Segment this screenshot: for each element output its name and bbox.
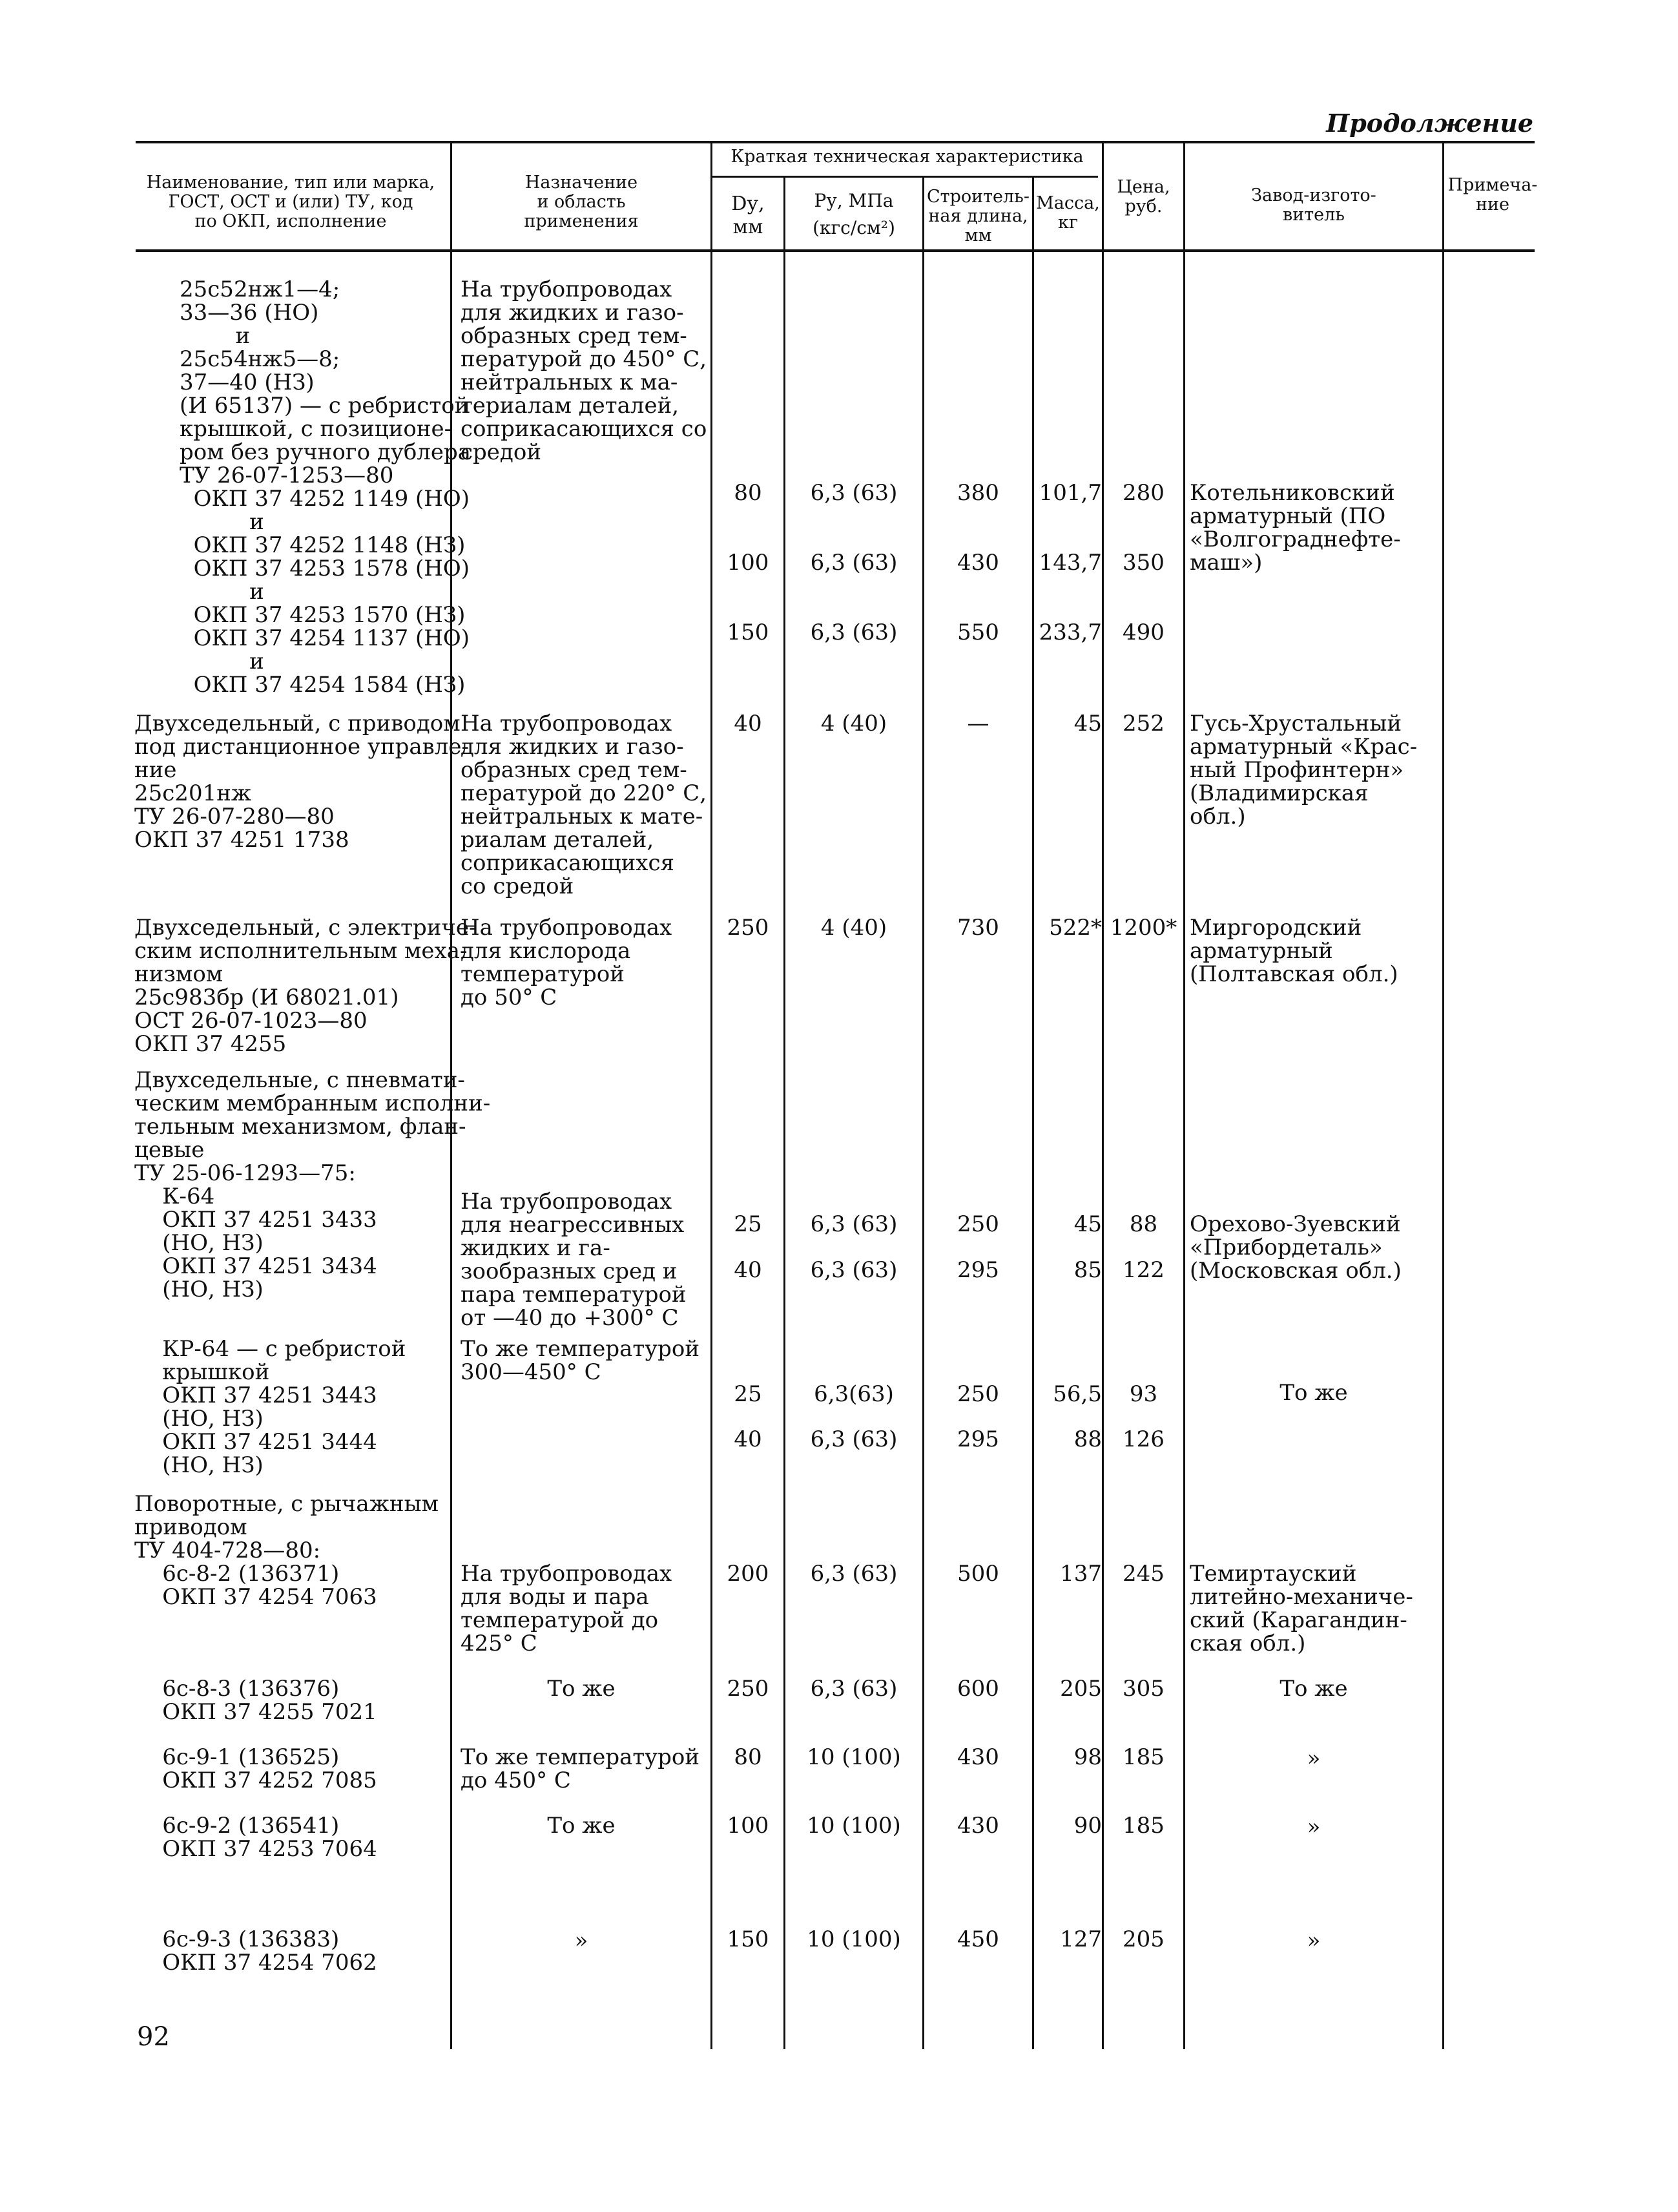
cell-price: 205 bbox=[1123, 1926, 1165, 1952]
cell-dy: 25 bbox=[734, 1211, 762, 1237]
cell-py: 10 (100) bbox=[807, 1744, 901, 1770]
cell-length: 295 bbox=[957, 1257, 999, 1283]
item-purpose: На трубопроводах для неагрессивных жидких и га- зообразных сред и пара температурой от —40 до +300° С bbox=[461, 1189, 687, 1331]
item-name: 6с-8-3 (136376) ОКП 37 4255 7021 bbox=[162, 1676, 377, 1725]
cell-price: 1200* bbox=[1110, 915, 1177, 941]
cell-mass: 522* bbox=[1049, 915, 1102, 941]
header-length: Строитель- ная длина, мм bbox=[926, 187, 1030, 245]
header-name: Наименование, тип или марка, ГОСТ, ОСТ и (или) ТУ, код по ОКП, исполнение bbox=[146, 172, 435, 231]
cell-py: 6,3(63) bbox=[814, 1381, 894, 1407]
cell-length: 430 bbox=[957, 550, 999, 576]
cell-mass: 45 bbox=[1073, 1211, 1102, 1237]
cell-dy: 150 bbox=[727, 620, 769, 645]
cell-price: 305 bbox=[1123, 1676, 1165, 1702]
cell-price: 122 bbox=[1123, 1257, 1165, 1283]
cell-py: 4 (40) bbox=[820, 711, 887, 736]
item-name: Двухседельный, с приводом под дистанционное управле- ние 25с201нж ТУ 26-07-280—80 ОКП 37 4251 1738 bbox=[134, 711, 470, 853]
cell-mass: 45 bbox=[1073, 711, 1102, 736]
header-py: Pу, МПа (кгс/см²) bbox=[813, 190, 895, 238]
item-maker: То же bbox=[1279, 1380, 1348, 1406]
continuation-label: Продолжение bbox=[1326, 109, 1533, 138]
cell-dy: 100 bbox=[727, 1813, 769, 1839]
item-maker: Котельниковский арматурный (ПО «Волгограднефте- маш») bbox=[1190, 480, 1401, 576]
item-name: КР-64 — с ребристой крышкой ОКП 37 4251 3443 (НО, НЗ) ОКП 37 4251 3444 (НО, НЗ) bbox=[162, 1336, 406, 1478]
header-mass: Масса, кг bbox=[1036, 193, 1100, 233]
cell-dy: 80 bbox=[734, 1744, 762, 1770]
cell-mass: 137 bbox=[1060, 1561, 1102, 1587]
cell-length: 730 bbox=[957, 915, 999, 941]
cell-mass: 88 bbox=[1073, 1426, 1102, 1452]
cell-price: 280 bbox=[1123, 480, 1165, 506]
cell-length: 450 bbox=[957, 1926, 999, 1952]
page-number: 92 bbox=[137, 2022, 170, 2052]
item-maker: » bbox=[1307, 1814, 1321, 1840]
cell-length: — bbox=[967, 711, 989, 736]
item-maker: » bbox=[1307, 1928, 1321, 1954]
cell-price: 490 bbox=[1123, 620, 1165, 645]
col-divider-maker bbox=[1442, 143, 1444, 2049]
cell-py: 6,3 (63) bbox=[810, 1561, 898, 1587]
cell-dy: 40 bbox=[734, 711, 762, 736]
cell-dy: 25 bbox=[734, 1381, 762, 1407]
item-maker: Темиртауский литейно-механиче- ский (Карагандин- ская обл.) bbox=[1190, 1561, 1413, 1656]
cell-price: 185 bbox=[1123, 1813, 1165, 1839]
cell-dy: 80 bbox=[734, 480, 762, 506]
item-maker: Гусь-Хрустальный арматурный «Крас- ный Профинтерн» (Владимирская обл.) bbox=[1190, 711, 1418, 830]
header-dy: Dу, мм bbox=[731, 193, 765, 238]
cell-price: 252 bbox=[1123, 711, 1165, 736]
header-price: Цена, руб. bbox=[1117, 177, 1170, 216]
cell-dy: 100 bbox=[727, 550, 769, 576]
cell-py: 6,3 (63) bbox=[810, 1426, 898, 1452]
cell-mass: 143,7 bbox=[1039, 550, 1102, 576]
item-purpose: То же температурой 300—450° С bbox=[461, 1336, 700, 1385]
item-name: 6с-9-3 (136383) ОКП 37 4254 7062 bbox=[162, 1926, 377, 1976]
cell-py: 10 (100) bbox=[807, 1926, 901, 1952]
cell-price: 93 bbox=[1129, 1381, 1158, 1407]
cell-length: 250 bbox=[957, 1381, 999, 1407]
cell-price: 350 bbox=[1123, 550, 1165, 576]
cell-length: 600 bbox=[957, 1676, 999, 1702]
cell-dy: 40 bbox=[734, 1426, 762, 1452]
item-purpose: То же bbox=[547, 1676, 616, 1702]
cell-length: 295 bbox=[957, 1426, 999, 1452]
item-name: 6с-9-2 (136541) ОКП 37 4253 7064 bbox=[162, 1813, 377, 1862]
cell-price: 185 bbox=[1123, 1744, 1165, 1770]
cell-mass: 233,7 bbox=[1039, 620, 1102, 645]
header-purpose: Назначение и область применения bbox=[524, 172, 639, 231]
item-purpose: То же температурой до 450° С bbox=[461, 1744, 700, 1793]
cell-py: 6,3 (63) bbox=[810, 1211, 898, 1237]
header-tech: Краткая техническая характеристика bbox=[730, 147, 1084, 167]
cell-py: 6,3 (63) bbox=[810, 480, 898, 506]
item-purpose: То же bbox=[547, 1813, 616, 1839]
item-name: Поворотные, с рычажным приводом ТУ 404-728—80: 6с-8-2 (136371) ОКП 37 4254 7063 bbox=[134, 1491, 439, 1610]
cell-py: 6,3 (63) bbox=[810, 620, 898, 645]
cell-price: 126 bbox=[1123, 1426, 1165, 1452]
item-purpose: На трубопроводах для жидких и газо- образных сред тем- пературой до 220° С, нейтральных к мате- риалам деталей, соприкасающихся со средой bbox=[461, 711, 707, 899]
cell-dy: 150 bbox=[727, 1926, 769, 1952]
cell-length: 250 bbox=[957, 1211, 999, 1237]
item-maker: То же bbox=[1279, 1676, 1348, 1702]
cell-length: 550 bbox=[957, 620, 999, 645]
cell-py: 6,3 (63) bbox=[810, 550, 898, 576]
item-name: Двухседельный, с электриче- ским исполнительным меха- низмом 25с983бр (И 68021.01) ОСТ 26-07-1023—80 ОКП 37 4255 bbox=[134, 915, 477, 1057]
cell-dy: 250 bbox=[727, 915, 769, 941]
item-purpose: На трубопроводах для жидких и газо- образных сред тем- пературой до 450° С, нейтральных к ма- териалам деталей, соприкасающихся со средой bbox=[461, 276, 707, 465]
cell-py: 4 (40) bbox=[820, 915, 887, 941]
cell-mass: 127 bbox=[1060, 1926, 1102, 1952]
item-maker: » bbox=[1307, 1746, 1321, 1771]
cell-length: 430 bbox=[957, 1744, 999, 1770]
header-maker: Завод-изгото- витель bbox=[1251, 185, 1376, 225]
cell-py: 10 (100) bbox=[807, 1813, 901, 1839]
cell-length: 430 bbox=[957, 1813, 999, 1839]
item-purpose: На трубопроводах для воды и пара температурой до 425° С bbox=[461, 1561, 672, 1656]
cell-price: 88 bbox=[1129, 1211, 1158, 1237]
cell-mass: 101,7 bbox=[1039, 480, 1102, 506]
item-name: 25с52нж1—4; 33—36 (НО) и 25с54нж5—8; 37—40 (НЗ) (И 65137) — с ребристой крышкой, с позиционе- ром без ручного дублера ТУ 26-07-1253—80 ОКП 37 4252 1149 (НО) и ОКП 37 4252 1148 (НЗ) ОКП 37 4253 1578 (НО) и ОКП 37 4253 1570 (НЗ) ОКП 37 4254 1137 (НО) и ОКП 37 4254 1584 (НЗ) bbox=[180, 276, 471, 698]
cell-mass: 85 bbox=[1073, 1257, 1102, 1283]
cell-py: 6,3 (63) bbox=[810, 1676, 898, 1702]
cell-mass: 56,5 bbox=[1053, 1381, 1102, 1407]
cell-dy: 40 bbox=[734, 1257, 762, 1283]
header-bottom-rule bbox=[136, 249, 1535, 252]
header-note: Примеча- ние bbox=[1447, 175, 1538, 214]
item-maker: Миргородский арматурный (Полтавская обл.) bbox=[1190, 915, 1398, 987]
header-top-rule bbox=[136, 141, 1535, 143]
item-name: Двухседельные, с пневмати- ческим мембранным исполни- тельным механизмом, флан- цевые ТУ 25-06-1293—75: К-64 ОКП 37 4251 3433 (НО, НЗ) ОКП 37 4251 3434 (НО, НЗ) bbox=[134, 1067, 491, 1302]
item-maker: Орехово-Зуевский «Прибордеталь» (Московская обл.) bbox=[1190, 1211, 1402, 1284]
cell-mass: 205 bbox=[1060, 1676, 1102, 1702]
cell-dy: 250 bbox=[727, 1676, 769, 1702]
item-purpose: На трубопроводах для кислорода температурой до 50° С bbox=[461, 915, 672, 1010]
cell-py: 6,3 (63) bbox=[810, 1257, 898, 1283]
cell-length: 500 bbox=[957, 1561, 999, 1587]
cell-dy: 200 bbox=[727, 1561, 769, 1587]
item-name: 6с-9-1 (136525) ОКП 37 4252 7085 bbox=[162, 1744, 377, 1793]
cell-length: 380 bbox=[957, 480, 999, 506]
item-purpose: » bbox=[574, 1928, 588, 1954]
tech-subheader-rule bbox=[710, 176, 1098, 178]
cell-price: 245 bbox=[1123, 1561, 1165, 1587]
cell-mass: 98 bbox=[1073, 1744, 1102, 1770]
cell-mass: 90 bbox=[1073, 1813, 1102, 1839]
